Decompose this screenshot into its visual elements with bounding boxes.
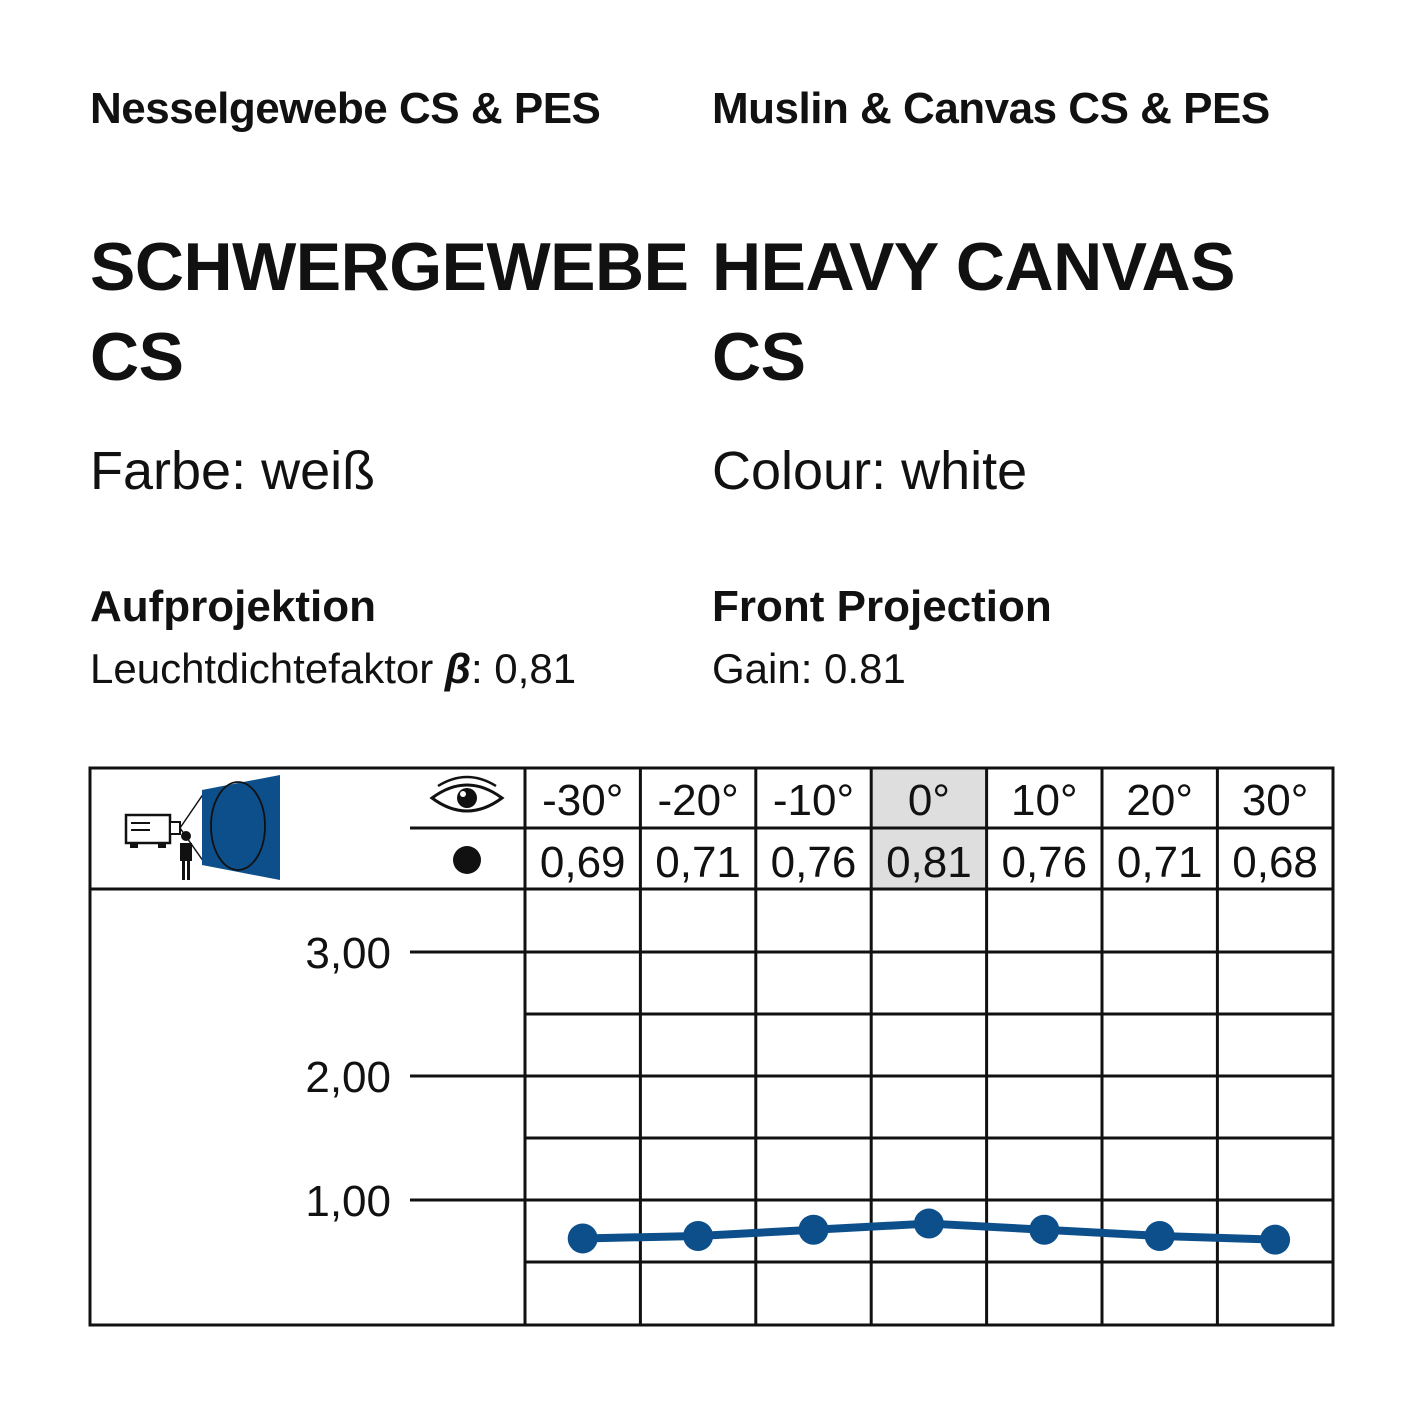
german-product-title: SCHWERGEWEBE CS [90,229,689,395]
beta-symbol: β [444,645,471,692]
data-point [568,1223,598,1253]
data-point [914,1209,944,1239]
gain-value-label: 0,76 [770,838,857,887]
angle-label: 10° [1011,776,1078,825]
eye-icon [432,777,502,811]
data-point [1145,1221,1175,1251]
german-projection-title: Aufprojektion [90,582,376,631]
y-tick-label: 3,00 [305,929,391,978]
english-product-title: HEAVY CANVAS CS [712,229,1235,395]
data-point [1260,1225,1290,1255]
angle-label: 0° [907,776,950,825]
gain-value-label: 0,76 [1001,838,1088,887]
gain-series [568,1209,1290,1255]
projector-scene-icon [126,775,280,880]
y-axis [305,929,525,1226]
german-gain-value: : 0,81 [470,645,577,692]
gain-value-label: 0,69 [539,838,626,887]
y-tick-label: 1,00 [305,1177,391,1226]
dot-icon [453,846,481,874]
german-colour: Farbe: weiß [90,441,376,501]
english-gain: Gain: 0.81 [712,645,906,692]
data-point [1029,1215,1059,1245]
german-category: Nesselgewebe CS & PES [90,84,601,133]
data-point [683,1221,713,1251]
data-point [799,1215,829,1245]
angle-label: -20° [657,776,739,825]
english-projection-title: Front Projection [712,582,1052,631]
y-tick-label: 2,00 [305,1053,391,1102]
gain-value-label: 0,71 [1116,838,1203,887]
english-colour: Colour: white [712,441,1028,501]
angle-label: -10° [772,776,855,825]
gain-value-label: 0,68 [1232,838,1318,887]
angle-label: -30° [542,776,624,825]
angle-label: 30° [1241,776,1309,825]
german-gain-label: Leuchtdichtefaktor [90,645,445,692]
english-category: Muslin & Canvas CS & PES [712,84,1270,133]
gain-value-label: 0,71 [655,838,741,887]
gain-value-label: 0,81 [886,838,972,887]
angle-label: 20° [1126,776,1193,825]
